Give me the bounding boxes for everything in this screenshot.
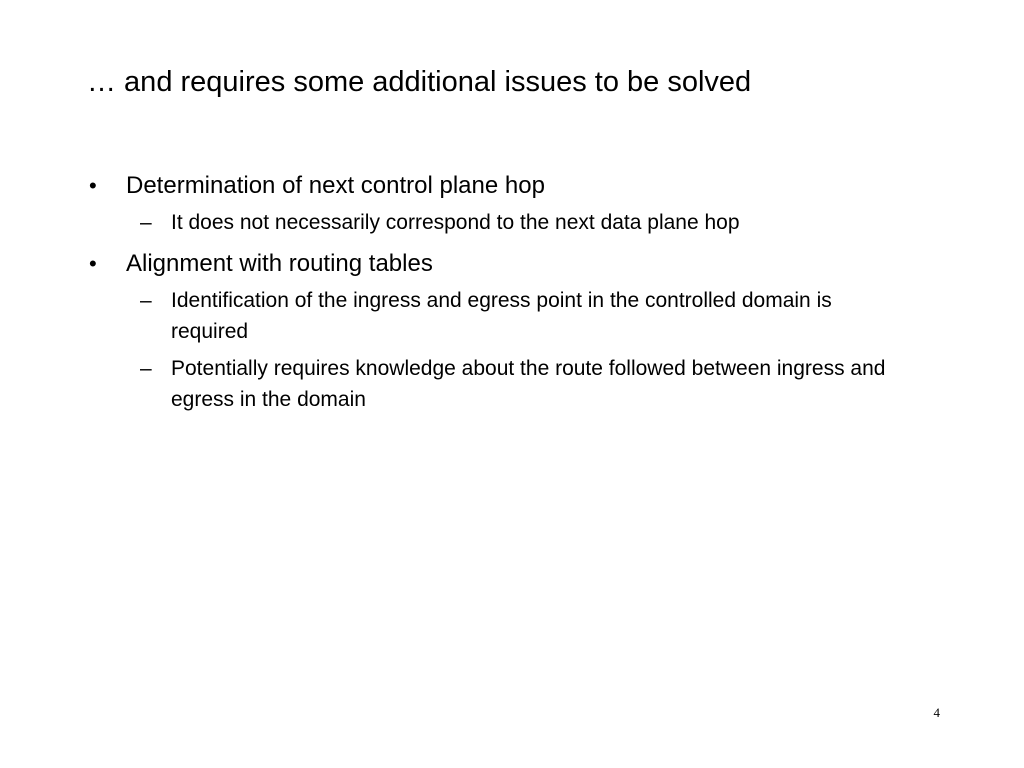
bullet-text: Alignment with routing tables [126,250,433,277]
sub-item-text: Potentially requires knowledge about the route followed between ingress and egress in the domain [171,357,886,411]
sub-item-text: It does not necessarily correspond to the next data plane hop [171,211,740,234]
sub-item-text: Identification of the ingress and egress point in the controlled domain is required [171,289,832,343]
bullet-item [0,246,1024,415]
sub-item [0,353,901,415]
page-number: 4 [933,705,940,720]
sub-marker: – [140,289,152,312]
sub-item [0,207,901,238]
bullet-marker: • [89,173,97,198]
sub-list [0,285,1024,415]
bullet-marker: • [89,251,97,276]
bullet-item [0,168,1024,238]
sub-marker: – [140,357,152,380]
bullet-text: Determination of next control plane hop [126,172,545,199]
sub-marker: – [140,211,152,234]
bullet-list [0,168,1024,423]
sub-item [0,285,901,347]
slide-title: … and requires some additional issues to be solved [87,66,752,98]
bullet-row [0,246,946,282]
bullet-row [0,168,946,204]
sub-list [0,207,1024,238]
